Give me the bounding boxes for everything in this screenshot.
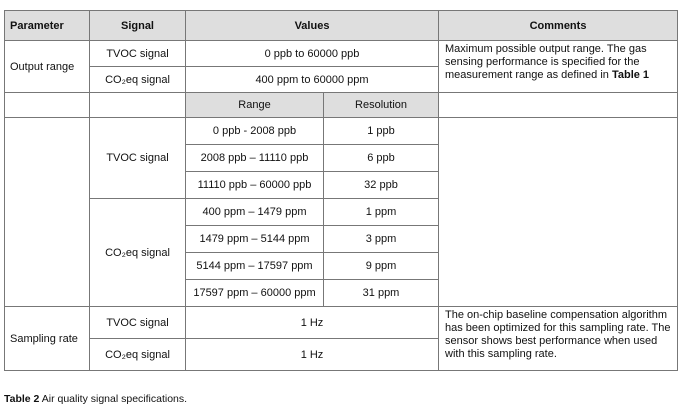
- table-row: [5, 307, 678, 339]
- air-quality-spec-table: [4, 10, 678, 371]
- table-row: [5, 118, 678, 145]
- signal-co2-resolution: CO₂eq signal: [90, 199, 186, 307]
- value-co2-range: 400 ppm to 60000 ppm: [186, 67, 439, 93]
- range-cell: 2008 ppb – 11110 ppb: [186, 145, 324, 172]
- subheader-resolution: Resolution: [324, 93, 439, 118]
- subheader-range: Range: [186, 93, 324, 118]
- resolution-cell: 32 ppb: [324, 172, 439, 199]
- comment-output-range: [439, 41, 678, 93]
- signal-tvoc-resolution: TVOC signal: [90, 118, 186, 199]
- header-values: Values: [186, 11, 439, 41]
- header-comments: Comments: [439, 11, 678, 41]
- signal-tvoc-sampling: TVOC signal: [90, 307, 186, 339]
- empty-comment-cell: [439, 118, 678, 307]
- range-cell: 400 ppm – 1479 ppm: [186, 199, 324, 226]
- range-cell: 11110 ppb – 60000 ppb: [186, 172, 324, 199]
- resolution-cell: 9 ppm: [324, 253, 439, 280]
- value-tvoc-range: 0 ppb to 60000 ppb: [186, 41, 439, 67]
- range-cell: 17597 ppm – 60000 ppm: [186, 280, 324, 307]
- signal-co2: CO₂eq signal: [90, 67, 186, 93]
- caption-text: Air quality signal specifications.: [39, 393, 188, 405]
- resolution-cell: 6 ppb: [324, 145, 439, 172]
- range-cell: 5144 ppm – 17597 ppm: [186, 253, 324, 280]
- comment-sampling-rate: The on-chip baseline compensation algorithm has been optimized for this sampling rate. The sensor shows best performance when used with this sampling rate.: [439, 307, 678, 371]
- header-parameter: Parameter: [5, 11, 90, 41]
- table-row: [5, 93, 678, 118]
- caption-label: Table 2: [4, 393, 40, 405]
- empty-param-cell: [5, 118, 90, 307]
- table-1-ref: Table 1: [611, 69, 650, 81]
- param-sampling-rate: Sampling rate: [5, 307, 90, 371]
- signal-co2-sampling: CO₂eq signal: [90, 339, 186, 371]
- table-row: [5, 41, 678, 67]
- table-header-row: [5, 11, 678, 41]
- header-signal: Signal: [90, 11, 186, 41]
- resolution-cell: 1 ppm: [324, 199, 439, 226]
- value-co2-sampling: 1 Hz: [186, 339, 439, 371]
- resolution-cell: 1 ppb: [324, 118, 439, 145]
- range-cell: 1479 ppm – 5144 ppm: [186, 226, 324, 253]
- empty-cell: [90, 93, 186, 118]
- empty-cell: [439, 93, 678, 118]
- empty-cell: [5, 93, 90, 118]
- resolution-cell: 31 ppm: [324, 280, 439, 307]
- signal-tvoc: TVOC signal: [90, 41, 186, 67]
- comment-output-range-text: Maximum possible output range. The gas sensing performance is specified for the measurement range as defined in: [445, 43, 647, 81]
- table-caption: [4, 393, 187, 405]
- resolution-cell: 3 ppm: [324, 226, 439, 253]
- value-tvoc-sampling: 1 Hz: [186, 307, 439, 339]
- param-output-range: Output range: [5, 41, 90, 93]
- range-cell: 0 ppb - 2008 ppb: [186, 118, 324, 145]
